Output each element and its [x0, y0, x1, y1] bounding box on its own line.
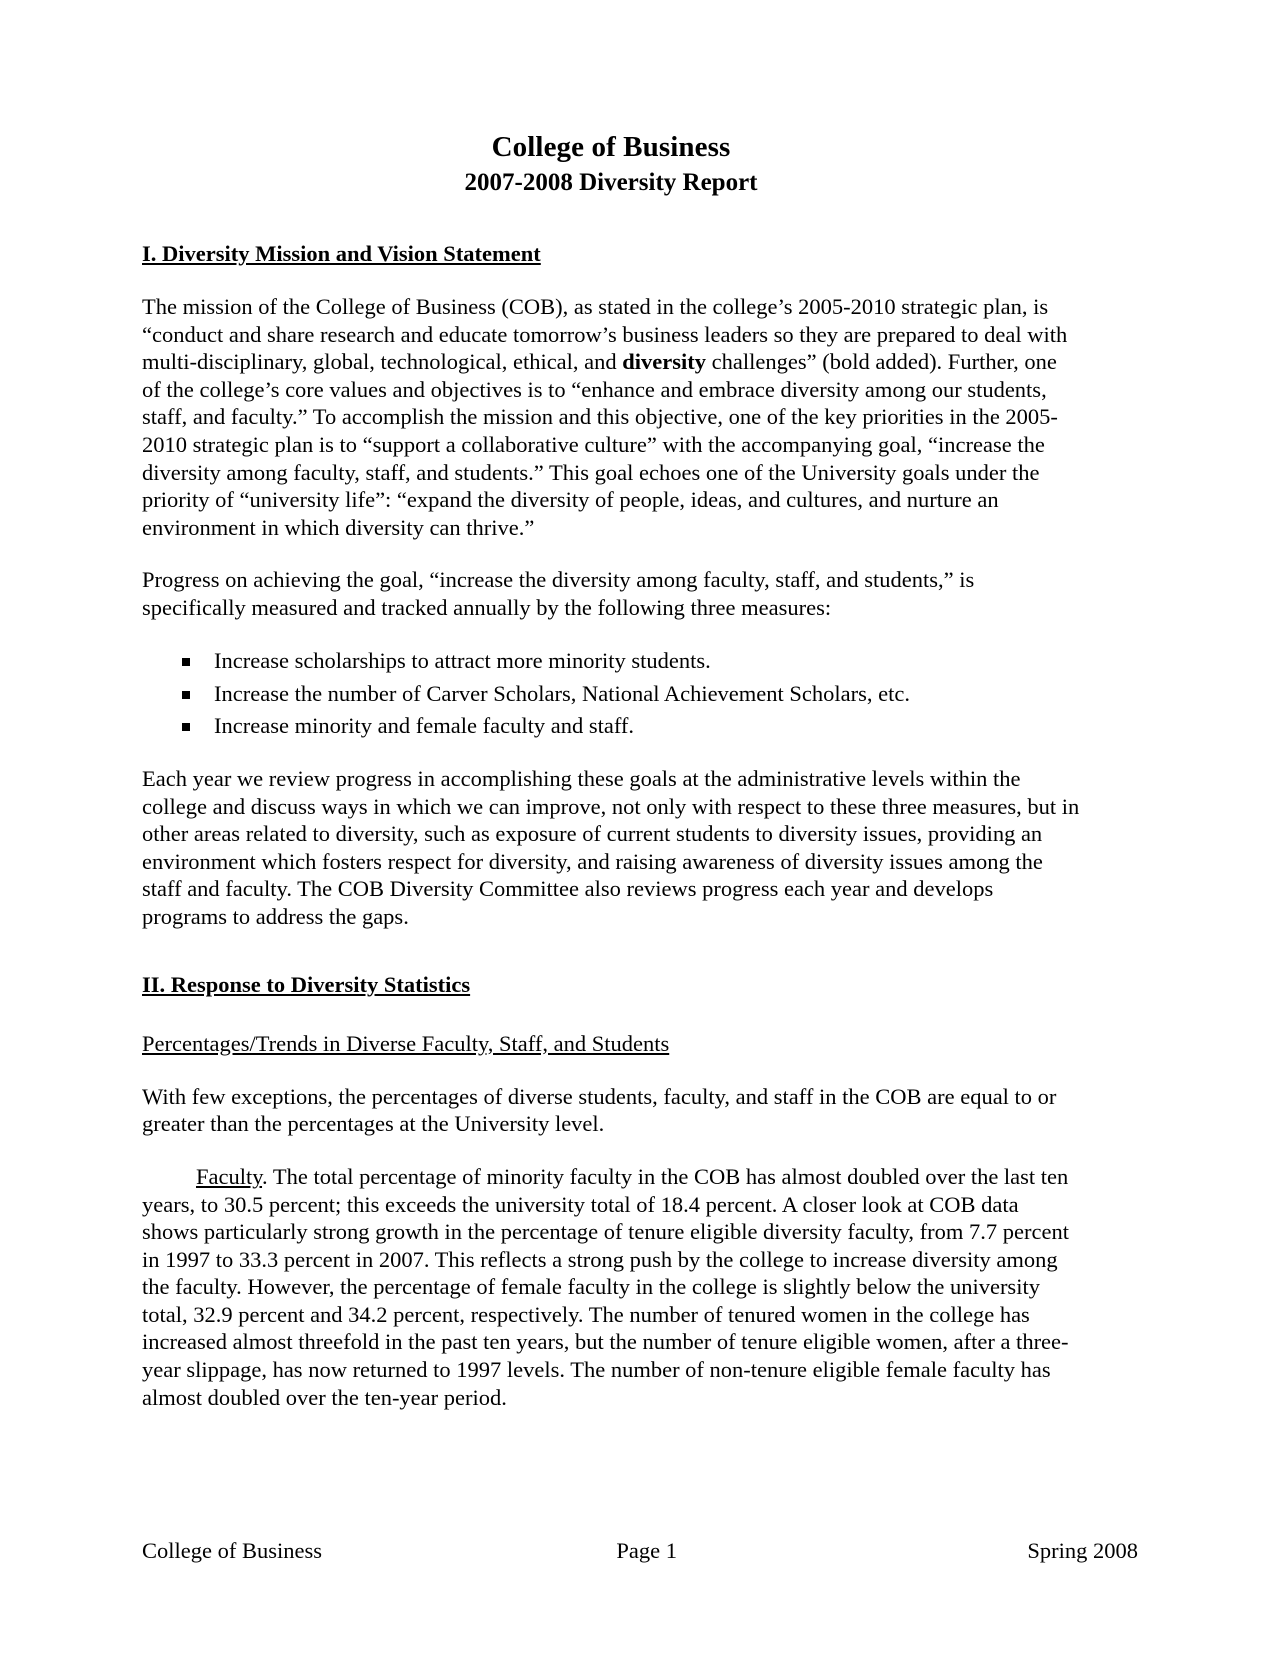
- footer-page-number: Page 1: [616, 1538, 677, 1563]
- mission-text-part-one: The mission of the College of Business (COB), as stated in the college’s 2005-2010 strategic plan, is “conduct and share research and educate tomorrow’s business leaders so they are prepared to deal with multi-disciplinary, global, technological, ethical, and: [142, 294, 1068, 375]
- list-item: [182, 712, 1080, 740]
- list-item-label: Increase minority and female faculty and staff.: [214, 713, 635, 739]
- list-item-label: Increase scholarships to attract more minority students.: [214, 648, 711, 674]
- square-bullet-icon: [182, 723, 190, 731]
- faculty-paragraph: [142, 1163, 1080, 1411]
- page-title: College of Business: [491, 131, 731, 163]
- square-bullet-icon: [182, 658, 190, 666]
- square-bullet-icon: [182, 691, 190, 699]
- section-heading-one: I. Diversity Mission and Vision Statement: [142, 240, 541, 266]
- percentages-paragraph: With few exceptions, the percentages of diverse students, faculty, and staff in the COB are equal to or greater than the percentages at the University level.: [142, 1083, 1057, 1137]
- list-item: [182, 680, 1080, 708]
- mission-text-part-two: challenges” (bold added). Further, one of the college’s core values and objectives is to “enhance and embrace diversity among our students, staff, and faculty.” To accomplish the mission and this objective, one of the key priorities in the 2005-2010 strategic plan is to “support a collaborative culture” with the accompanying goal, “increase the diversity among faculty, staff, and students.” This goal echoes one of the University goals under the priority of “university life”: “expand the diversity of people, ideas, and cultures, and nurture an environment in which diversity can thrive.”: [142, 349, 1058, 540]
- section-two-subheading: Percentages/Trends in Diverse Faculty, Staff, and Students: [142, 1030, 670, 1056]
- page-footer: [142, 1537, 1138, 1564]
- faculty-paragraph-body: . The total percentage of minority faculty in the COB has almost doubled over the last ten years, to 30.5 percent; this exceeds the university total of 18.4 percent. A closer look at COB data shows particularly strong growth in the percentage of tenure eligible diversity faculty, from 7.7 percent in 1997 to 33.3 percent in 2007. This reflects a strong push by the college to increase diversity among the faculty. However, the percentage of female faculty in the college is slightly below the university total, 32.9 percent and 34.2 percent, respectively. The number of tenured women in the college has increased almost threefold in the past ten years, but the number of tenure eligible women, after a three-year slippage, has now returned to 1997 levels. The number of non-tenure eligible female faculty has almost doubled over the ten-year period.: [142, 1164, 1069, 1410]
- mission-paragraph: [142, 293, 1080, 541]
- faculty-lead-label: Faculty: [196, 1164, 263, 1189]
- mission-bold-keyword: diversity: [622, 349, 707, 375]
- footer-left-text: College of Business: [142, 1538, 322, 1563]
- section-heading-two: II. Response to Diversity Statistics: [142, 972, 471, 998]
- footer-right-text: Spring 2008: [1027, 1538, 1138, 1563]
- list-item-label: Increase the number of Carver Scholars, National Achievement Scholars, etc.: [214, 680, 910, 706]
- list-item: [182, 647, 1080, 675]
- measures-list: [142, 647, 1080, 740]
- annual-review-paragraph: Each year we review progress in accomplishing these goals at the administrative levels within the college and discuss ways in which we can improve, not only with respect to these three measures, but in other areas related to diversity, such as exposure of current students to diversity issues, providing an environment which fosters respect for diversity, and raising awareness of diversity issues among the staff and faculty. The COB Diversity Committee also reviews progress each year and develops programs to address the gaps.: [142, 766, 1080, 929]
- page-subtitle: 2007-2008 Diversity Report: [464, 169, 758, 197]
- progress-paragraph: Progress on achieving the goal, “increase the diversity among faculty, staff, and students,” is specifically measured and tracked annually by the following three measures:: [142, 567, 975, 620]
